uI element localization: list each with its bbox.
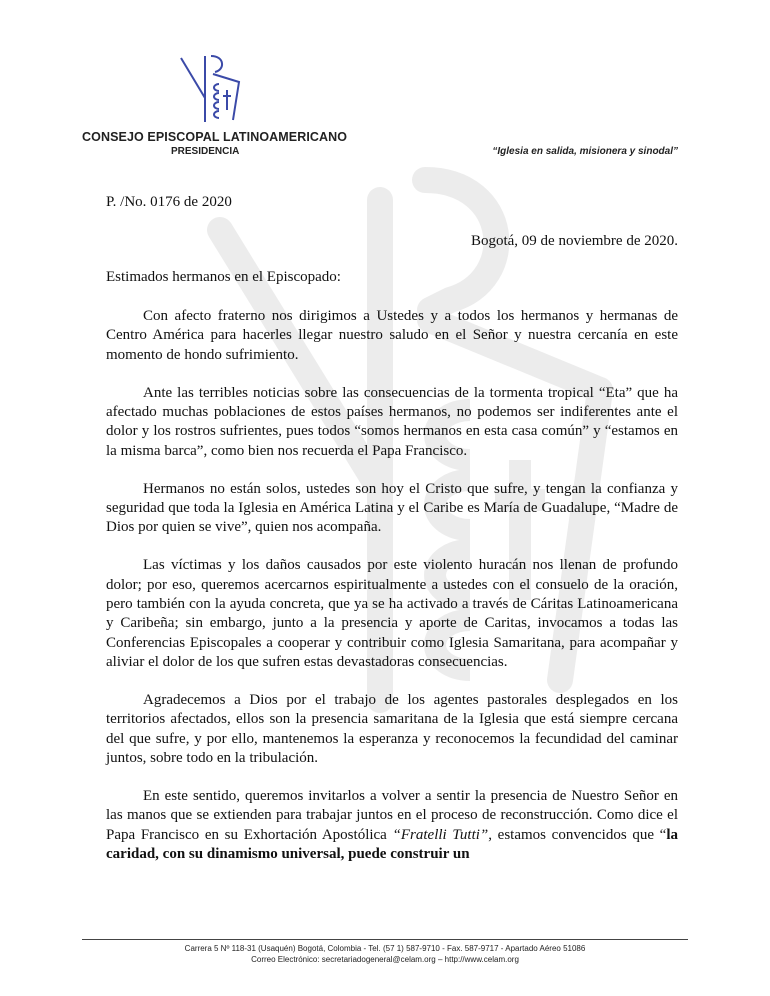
organization-name: CONSEJO EPISCOPAL LATINOAMERICANO <box>82 130 348 144</box>
paragraph-6-bold: la caridad, con su dinamismo universal, puede construir un <box>106 826 679 863</box>
paragraph-6-mid: , estamos convencidos que “ <box>488 826 667 843</box>
celam-logo-icon <box>175 52 247 124</box>
footer-divider <box>82 939 688 940</box>
paragraph-2: Ante las terribles noticias sobre las consecuencias de la tormenta tropical “Eta” que ha afectado muchas poblaciones de estos países hermanos, no podemos ser indiferentes ante el dolor y los rostros sufrientes, pues todos “somos hermanos en esta casa común” y “estamos en la misma barca”, como bien nos recuerda el Papa Francisco. <box>106 384 678 459</box>
paragraph-1: Con afecto fraterno nos dirigimos a Ustedes y a todos los hermanos y hermanas de Centro América para hacerles llegar nuestro saludo en el Señor y nuestra cercanía en este momento de hondo sufrimiento. <box>106 308 678 363</box>
salutation: Estimados hermanos en el Episcopado: <box>106 269 341 285</box>
footer-address: Carrera 5 Nº 118-31 (Usaquén) Bogotá, Colombia - Tel. (57 1) 587-9710 - Fax. 587-9717 - Apartado Aéreo 51086 <box>184 944 586 953</box>
letter-reference: P. /No. 0176 de 2020 <box>106 194 232 210</box>
paragraph-6-italic: “Fratelli Tutti” <box>392 826 489 843</box>
organization-subtitle: PRESIDENCIA <box>171 146 240 157</box>
paragraph-6 <box>106 787 678 865</box>
paragraph-6-text: En este sentido, queremos invitarlos a volver a sentir la presencia de Nuestro Señor en las manos que se extienden para trabajar juntos en el proceso de reconstrucción. Como dice el Papa Francisco en su Exhortación Apostólica <box>106 788 678 843</box>
letter-body <box>106 307 678 883</box>
letter-date: Bogotá, 09 de noviembre de 2020. <box>470 233 678 249</box>
footer-contact: Correo Electrónico: secretariadogeneral@celam.org – http://www.celam.org <box>251 955 519 964</box>
motto: “Iglesia en salida, misionera y sinodal” <box>492 146 678 157</box>
paragraph-5: Agradecemos a Dios por el trabajo de los agentes pastorales desplegados en los territorios afectados, ellos son la presencia samaritana de la Iglesia que está siempre cercana del que sufre, y por ello, mantenemos la esperanza y reconocemos la fecundidad del caminar juntos, sobre todo en la tribulación. <box>106 692 678 767</box>
paragraph-3: Hermanos no están solos, ustedes son hoy el Cristo que sufre, y tengan la confianza y seguridad que toda la Iglesia en América Latina y el Caribe es María de Guadalupe, “Madre de Dios por quien se vive”, quien nos acompaña. <box>106 480 678 536</box>
paragraph-4: Las víctimas y los daños causados por este violento huracán nos llenan de profundo dolor; por eso, queremos acercarnos espiritualmente a ustedes con el consuelo de la oración, pero también con la ayuda concreta, que ya se ha activado a través de Cáritas Latinoamericana y Caribeña; sin embargo, junto a la presencia y aporte de Caritas, invocamos a todas las Conferencias Episcopales a cooperar y contribuir como Iglesia Samaritana, para acompañar y aliviar el dolor de los que sufren estas devastadoras consecuencias. <box>106 557 678 671</box>
